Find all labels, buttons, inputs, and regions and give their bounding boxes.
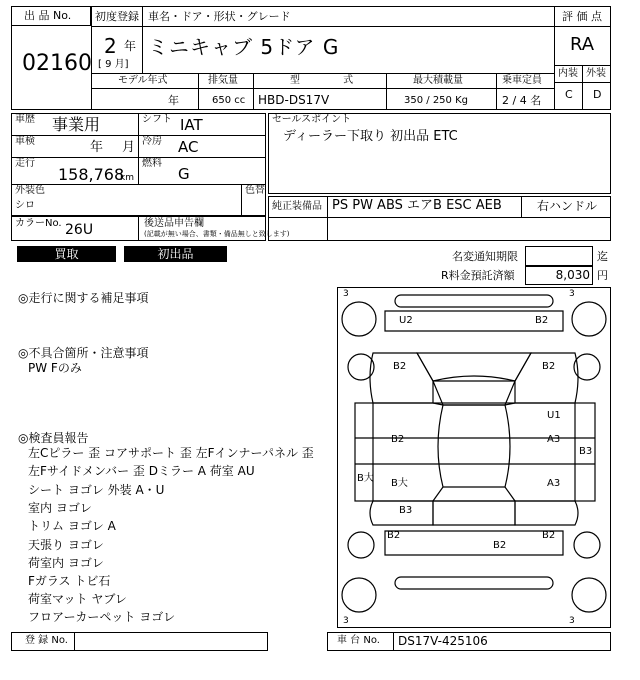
ac-label: 冷房: [142, 136, 162, 147]
inspection-year: 年: [90, 140, 104, 155]
mark-b2-front-bumper: B2: [535, 315, 549, 326]
mark-b-large-outer: B大: [357, 473, 374, 484]
fuel-value: G: [178, 165, 190, 183]
fuel-label: 燃料: [142, 158, 162, 169]
car-damage-diagram: [337, 287, 611, 628]
title-deadline-unit: 迄: [597, 250, 608, 263]
first-reg-month: [ 9 月]: [98, 59, 129, 70]
exterior-label: 外装: [586, 68, 606, 79]
sales-point-text: ディーラー下取り 初出品 ETC: [283, 129, 458, 144]
ac-value: AC: [178, 138, 199, 156]
shift-value: IAT: [180, 116, 203, 134]
inspector-line: シート ヨゴレ 外装 A・U: [28, 483, 165, 497]
recycle-fee-label: R料金預託済額: [441, 269, 515, 282]
model-year-unit: 年: [168, 94, 179, 107]
history-label: 車歴: [15, 114, 35, 125]
mark-b2-right-fender: B2: [542, 361, 556, 372]
exterior-grade: D: [593, 88, 602, 101]
color-no-value: 26U: [65, 222, 94, 238]
mileage-unit: km: [120, 173, 134, 183]
score-label: 評 価 点: [562, 10, 602, 23]
capacity-label: 乗車定員: [502, 75, 542, 86]
interior-label: 内装: [558, 68, 578, 79]
chassis-value: DS17V-425106: [398, 634, 488, 648]
mark-b2-rear-left: B2: [387, 530, 401, 541]
later-report-note: (記載が無い場合、書類・備品無しと致します): [144, 230, 290, 238]
color-no-label: カラーNo.: [15, 218, 62, 229]
mileage-value: 158,768: [58, 165, 125, 184]
lot-label: 出 品 No.: [24, 9, 72, 22]
inspector-line: 左Fサイドメンバー 歪 Dミラー A 荷室 AU: [28, 464, 255, 478]
recycle-fee-unit: 円: [597, 269, 608, 282]
inspector-line: 天張り ヨゴレ: [28, 538, 104, 552]
interior-grade: C: [565, 88, 573, 101]
defects-heading: ◎不具合箇所・注意事項: [18, 346, 149, 360]
window-count-bottom-right: 3: [569, 616, 575, 626]
car-name: ミニキャブ 5ドア G: [148, 35, 340, 59]
driving-notes-heading: ◎走行に関する補足事項: [18, 291, 149, 305]
mark-b2-rear-bumper: B2: [493, 540, 507, 551]
mark-b2-rear-right: B2: [542, 530, 556, 541]
type-value: HBD-DS17V: [258, 93, 330, 107]
inspector-line: 左Cピラー 歪 コアサポート 歪 左Fインナーパネル 歪: [28, 446, 314, 460]
mark-a3-right-rear-door: A3: [547, 478, 561, 489]
later-report-label: 後送品申告欄: [144, 218, 204, 229]
window-count-top-right: 3: [569, 289, 575, 299]
equipment-value: PS PW ABS エアB ESC AEB: [332, 198, 502, 213]
shift-label: シフト: [142, 114, 172, 125]
displacement-value: 650 cc: [212, 95, 246, 106]
color-change-label: 色替: [245, 185, 265, 196]
inspector-line: フロアーカーペット ヨゴレ: [28, 610, 176, 624]
title-deadline-box: [525, 246, 593, 266]
lot-number: 02160: [22, 51, 92, 76]
first-reg-year-unit: 年: [124, 39, 137, 53]
mark-b2-left-fender: B2: [393, 361, 407, 372]
type-label: 型 式: [290, 75, 354, 86]
defects-line: PW Fのみ: [28, 361, 82, 375]
inspector-line: トリム ヨゴレ A: [28, 519, 116, 533]
window-count-top-left: 3: [343, 289, 349, 299]
title-deadline-label: 名変通知期限: [452, 250, 518, 263]
mark-a3-right-front-door: A3: [547, 434, 561, 445]
chassis-label: 車 台 No.: [337, 635, 380, 646]
inspector-line: 荷室内 ヨゴレ: [28, 556, 104, 570]
mark-b-large-inner: B大: [391, 478, 408, 489]
registration-label: 登 録 No.: [25, 635, 68, 646]
sales-point-label: セールスポイント: [272, 114, 352, 125]
displacement-label: 排気量: [208, 75, 238, 86]
model-year-label: モデル年式: [118, 75, 168, 86]
mark-u1: U1: [547, 410, 561, 421]
load-value: 350 / 250 Kg: [404, 95, 468, 106]
steering-value: 右ハンドル: [537, 199, 598, 213]
capacity-value: 2 / 4 名: [502, 94, 542, 107]
mark-b3-left-rear: B3: [399, 505, 413, 516]
mark-u2: U2: [399, 315, 413, 326]
inspector-line: 荷室マット ヤブレ: [28, 592, 127, 606]
sales-point-frame: [268, 113, 611, 194]
load-label: 最大積載量: [413, 75, 463, 86]
tag-kaitori: 買取: [17, 246, 116, 262]
recycle-fee-value: 8,030: [555, 268, 590, 282]
inspection-label: 車検: [15, 136, 35, 147]
inspector-heading: ◎検査員報告: [18, 431, 89, 445]
mark-b2-left-door: B2: [391, 434, 405, 445]
history-value: 事業用: [52, 115, 101, 134]
first-reg-label: 初度登録: [95, 10, 139, 23]
first-reg-year: 2: [104, 34, 117, 58]
mark-b3-right-side: B3: [579, 446, 593, 457]
equipment-label: 純正装備品: [272, 201, 322, 212]
ext-color-label: 外装色: [15, 185, 45, 196]
inspection-month: 月: [122, 140, 136, 155]
inspector-line: 室内 ヨゴレ: [28, 501, 92, 515]
mileage-label: 走行: [15, 158, 35, 169]
window-count-bottom-left: 3: [343, 616, 349, 626]
tag-shoshuppin: 初出品: [124, 246, 227, 262]
car-name-label: 車名・ドア・形状・グレード: [148, 10, 291, 23]
score-value: RA: [570, 34, 595, 55]
ext-color-value: シロ: [15, 200, 35, 211]
inspector-line: Fガラス トビ石: [28, 574, 111, 588]
